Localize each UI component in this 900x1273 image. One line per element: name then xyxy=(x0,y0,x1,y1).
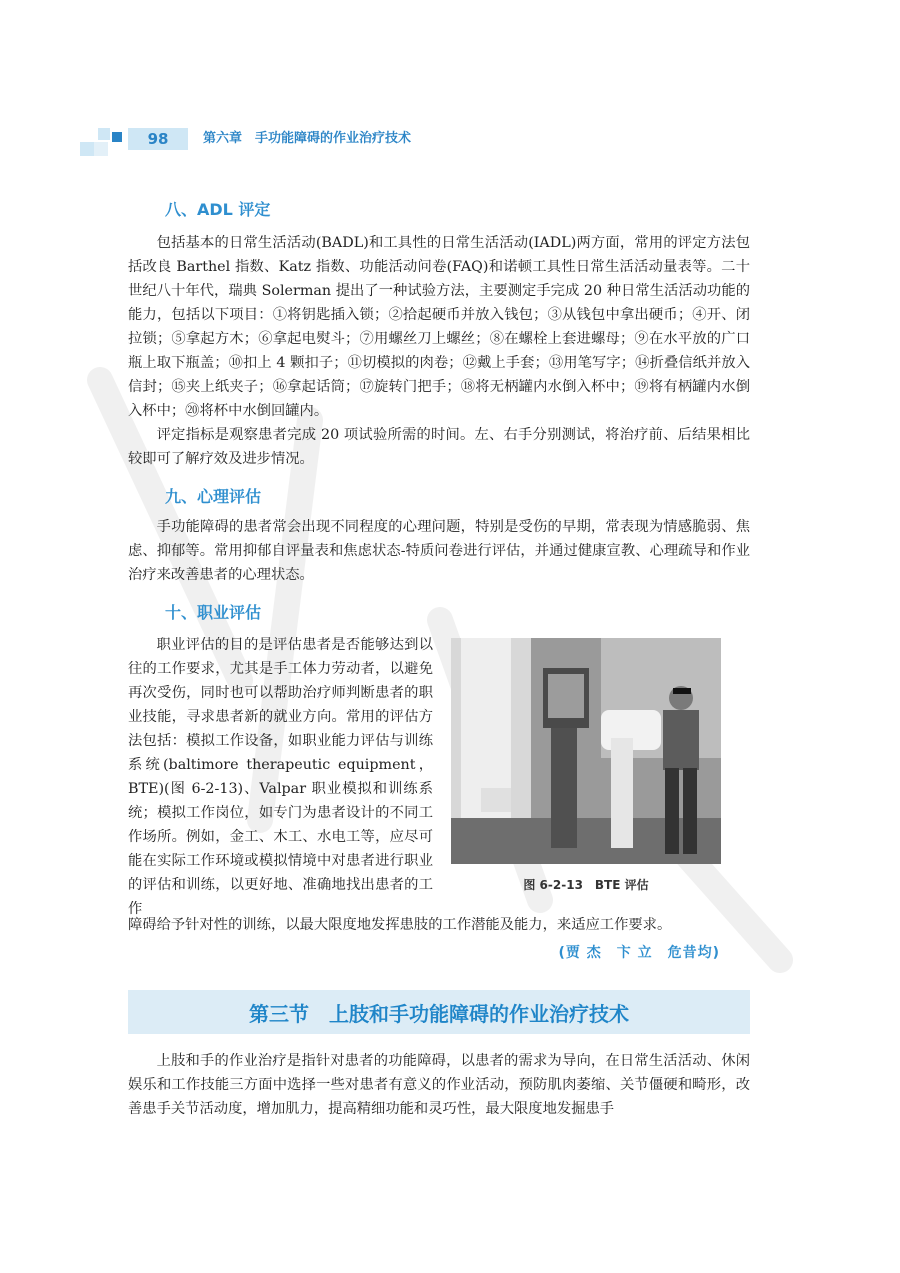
section-heading-psych: 九、心理评估 xyxy=(165,487,262,506)
authors: (贾 杰 卞 立 危昔均) xyxy=(558,945,720,961)
section-banner xyxy=(128,990,750,1034)
chapter-title: 第六章 手功能障碍的作业治疗技术 xyxy=(203,131,412,146)
adl-paragraph-2: 评定指标是观察患者完成 20 项试验所需的时间。左、右手分别测试，将治疗前、后结果相比较即可了解疗效及进步情况。 xyxy=(128,427,750,467)
page-number: 98 xyxy=(147,130,169,148)
header-decoration xyxy=(80,128,128,160)
vocational-paragraph-1: 职业评估的目的是评估患者是否能够达到以往的工作要求，尤其是手工体力劳动者，以避免再次受伤，同时也可以帮助治疗师判断患者的职业技能，寻求患者新的就业方向。常用的评估方法包括：模拟工作设备，如职业能力评估与训练系统(baltimore therapeutic equipment，BTE)(图 6-2-13)、Valpar 职业模拟和训练系统；模拟工作岗位，如专门为患者设计的不同工作场所。例如，金工、木工、水电工等，应尽可能在实际工作环境或模拟情境中对患者进行职业的评估和训练，以更好地、准确地找出患者的工作 xyxy=(128,637,433,917)
vocational-paragraph-1-continued: 障碍给予针对性的训练，以最大限度地发挥患肢的工作潜能及能力，来适应工作要求。 xyxy=(128,917,672,933)
psych-paragraph-1: 手功能障碍的患者常会出现不同程度的心理问题，特别是受伤的早期，常表现为情感脆弱、焦虑、抑郁等。常用抑郁自评量表和焦虑状态-特质问卷进行评估，并通过健康宣教、心理疏导和作业治疗来改善患者的心理状态。 xyxy=(128,519,750,583)
section3-paragraph-1: 上肢和手的作业治疗是指针对患者的功能障碍，以患者的需求为导向，在日常生活活动、休闲娱乐和工作技能三方面中选择一些对患者有意义的作业活动，预防肌肉萎缩、关节僵硬和畸形，改善患手关节活动度，增加肌力，提高精细功能和灵巧性，最大限度地发掘患手 xyxy=(128,1053,750,1117)
bte-evaluation-photo xyxy=(451,638,721,864)
section-title: 第三节 上肢和手功能障碍的作业治疗技术 xyxy=(249,1001,629,1026)
adl-paragraph-1: 包括基本的日常生活活动(BADL)和工具性的日常生活活动(IADL)两方面，常用的评定方法包括改良 Barthel 指数、Katz 指数、功能活动问卷(FAQ)和诺顿工具性日常生活活动量表等。二十世纪八十年代，瑞典 Solerman 提出了一种试验方法，主要测定手完成 20 种日常生活活动功能的能力，包括以下项目：①将钥匙插入锁；②拾起硬币并放入钱包；③从钱包中拿出硬币；④开、闭拉锁；⑤拿起方木；⑥拿起电熨斗；⑦用螺丝刀上螺丝；⑧在螺栓上套进螺母；⑨在水平放的广口瓶上取下瓶盖；⑩扣上 4 颗扣子；⑪切模拟的肉卷；⑫戴上手套；⑬用笔写字；⑭折叠信纸并放入信封；⑮夹上纸夹子；⑯拿起话筒；⑰旋转门把手；⑱将无柄罐内水倒入杯中；⑲将有柄罐内水倒入杯中；⑳将杯中水倒回罐内。 xyxy=(128,235,750,419)
section-heading-vocational: 十、职业评估 xyxy=(165,603,262,622)
section-heading-adl: 八、ADL 评定 xyxy=(165,200,271,219)
figure-caption: 图 6-2-13 BTE 评估 xyxy=(523,878,649,892)
